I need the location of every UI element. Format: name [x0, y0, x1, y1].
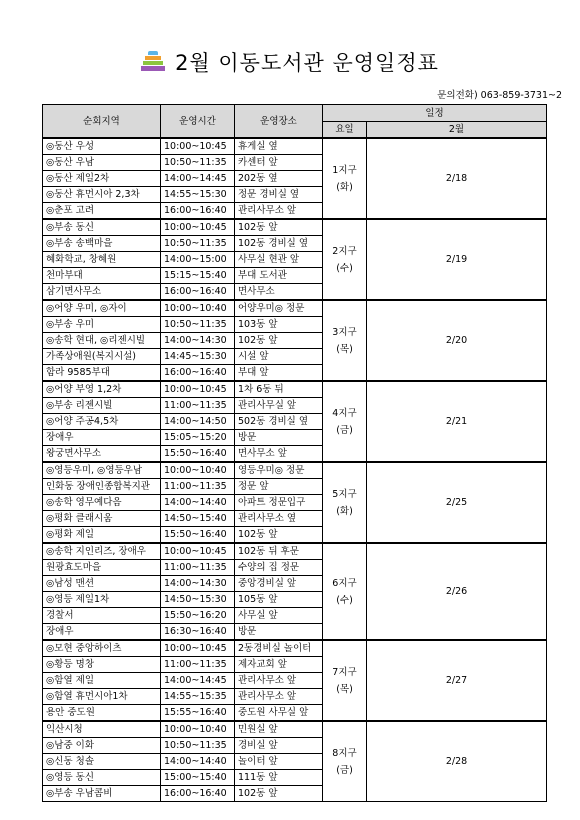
cell-area: ◎평화 제일	[43, 527, 161, 544]
cell-place: 202동 옆	[235, 171, 323, 187]
cell-time: 14:00~14:30	[161, 576, 235, 592]
table-row	[43, 300, 547, 317]
cell-place: 관리사무소 앞	[235, 203, 323, 220]
library-logo-icon	[141, 51, 165, 73]
cell-area: ◎부송 동신	[43, 219, 161, 236]
region-weekday: (금)	[336, 424, 353, 436]
region-cell	[323, 381, 367, 462]
region-cell	[323, 543, 367, 640]
region-label: 3지구	[332, 326, 357, 338]
cell-time: 14:55~15:30	[161, 187, 235, 203]
cell-place: 관리사무소 앞	[235, 689, 323, 705]
cell-time: 10:00~10:45	[161, 543, 235, 560]
region-label: 2지구	[332, 245, 357, 257]
cell-time: 15:15~15:40	[161, 268, 235, 284]
region-weekday: (화)	[336, 181, 353, 193]
region-label: 1지구	[332, 164, 357, 176]
cell-place: 수양의 집 정문	[235, 560, 323, 576]
region-cell	[323, 721, 367, 802]
region-cell	[323, 640, 367, 721]
cell-time: 10:00~10:45	[161, 381, 235, 398]
cell-place: 방문	[235, 430, 323, 446]
title-bar	[0, 46, 580, 78]
cell-time: 14:00~15:00	[161, 252, 235, 268]
cell-place: 방문	[235, 624, 323, 641]
cell-place: 면사무소 앞	[235, 446, 323, 463]
cell-time: 16:00~16:40	[161, 786, 235, 802]
date-cell: 2/28	[367, 721, 547, 802]
cell-area: 천마부대	[43, 268, 161, 284]
date-cell: 2/27	[367, 640, 547, 721]
date-cell: 2/18	[367, 138, 547, 219]
cell-place: 경비실 앞	[235, 738, 323, 754]
cell-time: 15:55~16:40	[161, 705, 235, 722]
date-cell: 2/19	[367, 219, 547, 300]
table-row	[43, 543, 547, 560]
cell-place: 놀이터 앞	[235, 754, 323, 770]
date-cell: 2/26	[367, 543, 547, 640]
cell-time: 10:50~11:35	[161, 317, 235, 333]
cell-place: 111동 앞	[235, 770, 323, 786]
table-row	[43, 138, 547, 155]
cell-area: 익산시청	[43, 721, 161, 738]
cell-time: 14:00~14:40	[161, 754, 235, 770]
cell-time: 15:05~15:20	[161, 430, 235, 446]
cell-place: 102동 앞	[235, 333, 323, 349]
cell-area: ◎영등우미, ◎영등우남	[43, 462, 161, 479]
cell-time: 15:50~16:40	[161, 527, 235, 544]
cell-time: 10:00~10:40	[161, 721, 235, 738]
cell-area: ◎어양 주공4,5차	[43, 414, 161, 430]
region-label: 4지구	[332, 407, 357, 419]
header-area: 순회지역	[43, 105, 161, 139]
cell-area: 인화동 장애인종합복지관	[43, 479, 161, 495]
header-time: 운영시간	[161, 105, 235, 139]
cell-time: 11:00~11:35	[161, 479, 235, 495]
cell-place: 시설 앞	[235, 349, 323, 365]
cell-time: 10:00~10:40	[161, 462, 235, 479]
cell-time: 16:00~16:40	[161, 203, 235, 220]
cell-area: 가족상애원(복지시설)	[43, 349, 161, 365]
header-month: 2월	[367, 122, 547, 139]
date-cell: 2/20	[367, 300, 547, 381]
cell-area: ◎모현 중앙하이츠	[43, 640, 161, 657]
cell-area: 혜화학교, 창혜원	[43, 252, 161, 268]
cell-place: 102동 앞	[235, 219, 323, 236]
table-row	[43, 462, 547, 479]
cell-area: ◎영등 제일1차	[43, 592, 161, 608]
region-weekday: (금)	[336, 764, 353, 776]
schedule-table	[42, 104, 547, 802]
cell-area: 용안 중도원	[43, 705, 161, 722]
table-row	[43, 381, 547, 398]
cell-time: 14:00~14:30	[161, 333, 235, 349]
cell-area: ◎송학 현대, ◎리젠시빌	[43, 333, 161, 349]
cell-area: 삼기면사무소	[43, 284, 161, 301]
cell-area: ◎동산 제일2차	[43, 171, 161, 187]
cell-time: 15:50~16:20	[161, 608, 235, 624]
region-weekday: (수)	[336, 262, 353, 274]
cell-place: 관리사무실 앞	[235, 398, 323, 414]
cell-area: ◎송학 영무예다음	[43, 495, 161, 511]
cell-place: 영등우미◎ 정문	[235, 462, 323, 479]
cell-area: ◎어양 우미, ◎자이	[43, 300, 161, 317]
cell-time: 14:50~15:40	[161, 511, 235, 527]
cell-area: 장애우	[43, 430, 161, 446]
cell-time: 14:45~15:30	[161, 349, 235, 365]
cell-place: 102동 앞	[235, 527, 323, 544]
cell-place: 관리사무소 앞	[235, 673, 323, 689]
cell-time: 16:30~16:40	[161, 624, 235, 641]
cell-time: 14:00~14:45	[161, 673, 235, 689]
cell-time: 14:50~15:30	[161, 592, 235, 608]
page-title: 2월 이동도서관 운영일정표	[175, 51, 439, 75]
cell-time: 11:00~11:35	[161, 560, 235, 576]
cell-area: ◎함열 휴먼시아1차	[43, 689, 161, 705]
cell-area: ◎어양 부영 1,2차	[43, 381, 161, 398]
cell-area: ◎함열 제일	[43, 673, 161, 689]
cell-area: ◎춘포 고려	[43, 203, 161, 220]
cell-area: ◎송학 지인리즈, 장애우	[43, 543, 161, 560]
cell-time: 14:00~14:40	[161, 495, 235, 511]
cell-area: ◎동산 우남	[43, 155, 161, 171]
cell-area: ◎부송 송백마을	[43, 236, 161, 252]
cell-place: 정문 경비실 옆	[235, 187, 323, 203]
cell-time: 10:00~10:45	[161, 640, 235, 657]
cell-place: 제자교회 앞	[235, 657, 323, 673]
cell-area: ◎부송 우미	[43, 317, 161, 333]
cell-place: 2동경비실 놀이터	[235, 640, 323, 657]
cell-time: 10:50~11:35	[161, 738, 235, 754]
cell-place: 부대 도서관	[235, 268, 323, 284]
cell-area: ◎부송 리젠시빌	[43, 398, 161, 414]
cell-place: 사무실 앞	[235, 608, 323, 624]
cell-area: 경찰서	[43, 608, 161, 624]
header-day: 요일	[323, 122, 367, 139]
cell-time: 14:00~14:50	[161, 414, 235, 430]
region-weekday: (목)	[336, 343, 353, 355]
region-cell	[323, 219, 367, 300]
header-schedule: 일정	[323, 105, 547, 122]
cell-area: ◎평화 클래시움	[43, 511, 161, 527]
cell-area: ◎동산 휴먼시아 2,3차	[43, 187, 161, 203]
region-label: 8지구	[332, 747, 357, 759]
cell-place: 카센터 앞	[235, 155, 323, 171]
cell-time: 10:00~10:45	[161, 138, 235, 155]
cell-area: 왕궁면사무소	[43, 446, 161, 463]
cell-place: 502동 경비실 옆	[235, 414, 323, 430]
region-cell	[323, 138, 367, 219]
cell-time: 15:50~16:40	[161, 446, 235, 463]
region-cell	[323, 462, 367, 543]
cell-area: ◎동산 우성	[43, 138, 161, 155]
cell-time: 10:50~11:35	[161, 236, 235, 252]
header-place: 운영장소	[235, 105, 323, 139]
cell-place: 105동 앞	[235, 592, 323, 608]
cell-place: 휴게실 옆	[235, 138, 323, 155]
region-label: 7지구	[332, 666, 357, 678]
cell-place: 아파트 정문입구	[235, 495, 323, 511]
cell-time: 14:55~15:35	[161, 689, 235, 705]
cell-place: 민원실 앞	[235, 721, 323, 738]
cell-place: 정문 앞	[235, 479, 323, 495]
cell-time: 16:00~16:40	[161, 284, 235, 301]
cell-time: 10:00~10:45	[161, 219, 235, 236]
cell-area: 함라 9585부대	[43, 365, 161, 382]
cell-area: ◎영등 동신	[43, 770, 161, 786]
region-weekday: (목)	[336, 683, 353, 695]
cell-place: 부대 앞	[235, 365, 323, 382]
cell-time: 16:00~16:40	[161, 365, 235, 382]
cell-place: 103동 앞	[235, 317, 323, 333]
cell-area: ◎부송 우남콤비	[43, 786, 161, 802]
cell-area: ◎황등 명창	[43, 657, 161, 673]
cell-time: 15:00~15:40	[161, 770, 235, 786]
cell-place: 1차 6동 뒤	[235, 381, 323, 398]
contact-info: 문의전화) 063-859-3731~2	[437, 90, 562, 101]
cell-place: 관리사무소 옆	[235, 511, 323, 527]
region-label: 5지구	[332, 488, 357, 500]
cell-area: ◎신동 청솔	[43, 754, 161, 770]
cell-place: 면사무소	[235, 284, 323, 301]
cell-area: 원광효도마을	[43, 560, 161, 576]
cell-place: 중앙경비실 앞	[235, 576, 323, 592]
cell-place: 중도원 사무실 앞	[235, 705, 323, 722]
table-row	[43, 721, 547, 738]
schedule-body	[43, 138, 547, 802]
region-weekday: (화)	[336, 505, 353, 517]
region-cell	[323, 300, 367, 381]
date-cell: 2/25	[367, 462, 547, 543]
table-row	[43, 219, 547, 236]
cell-time: 14:00~14:45	[161, 171, 235, 187]
table-row	[43, 640, 547, 657]
region-label: 6지구	[332, 577, 357, 589]
cell-place: 102동 경비실 옆	[235, 236, 323, 252]
region-weekday: (수)	[336, 594, 353, 606]
cell-place: 102동 뒤 후문	[235, 543, 323, 560]
cell-place: 어양우미◎ 정문	[235, 300, 323, 317]
cell-area: ◎남성 맨션	[43, 576, 161, 592]
cell-area: 장애우	[43, 624, 161, 641]
cell-time: 10:50~11:35	[161, 155, 235, 171]
cell-time: 11:00~11:35	[161, 657, 235, 673]
cell-place: 사무실 현관 앞	[235, 252, 323, 268]
cell-time: 11:00~11:35	[161, 398, 235, 414]
cell-place: 102동 앞	[235, 786, 323, 802]
cell-area: ◎남중 이화	[43, 738, 161, 754]
date-cell: 2/21	[367, 381, 547, 462]
cell-time: 10:00~10:40	[161, 300, 235, 317]
